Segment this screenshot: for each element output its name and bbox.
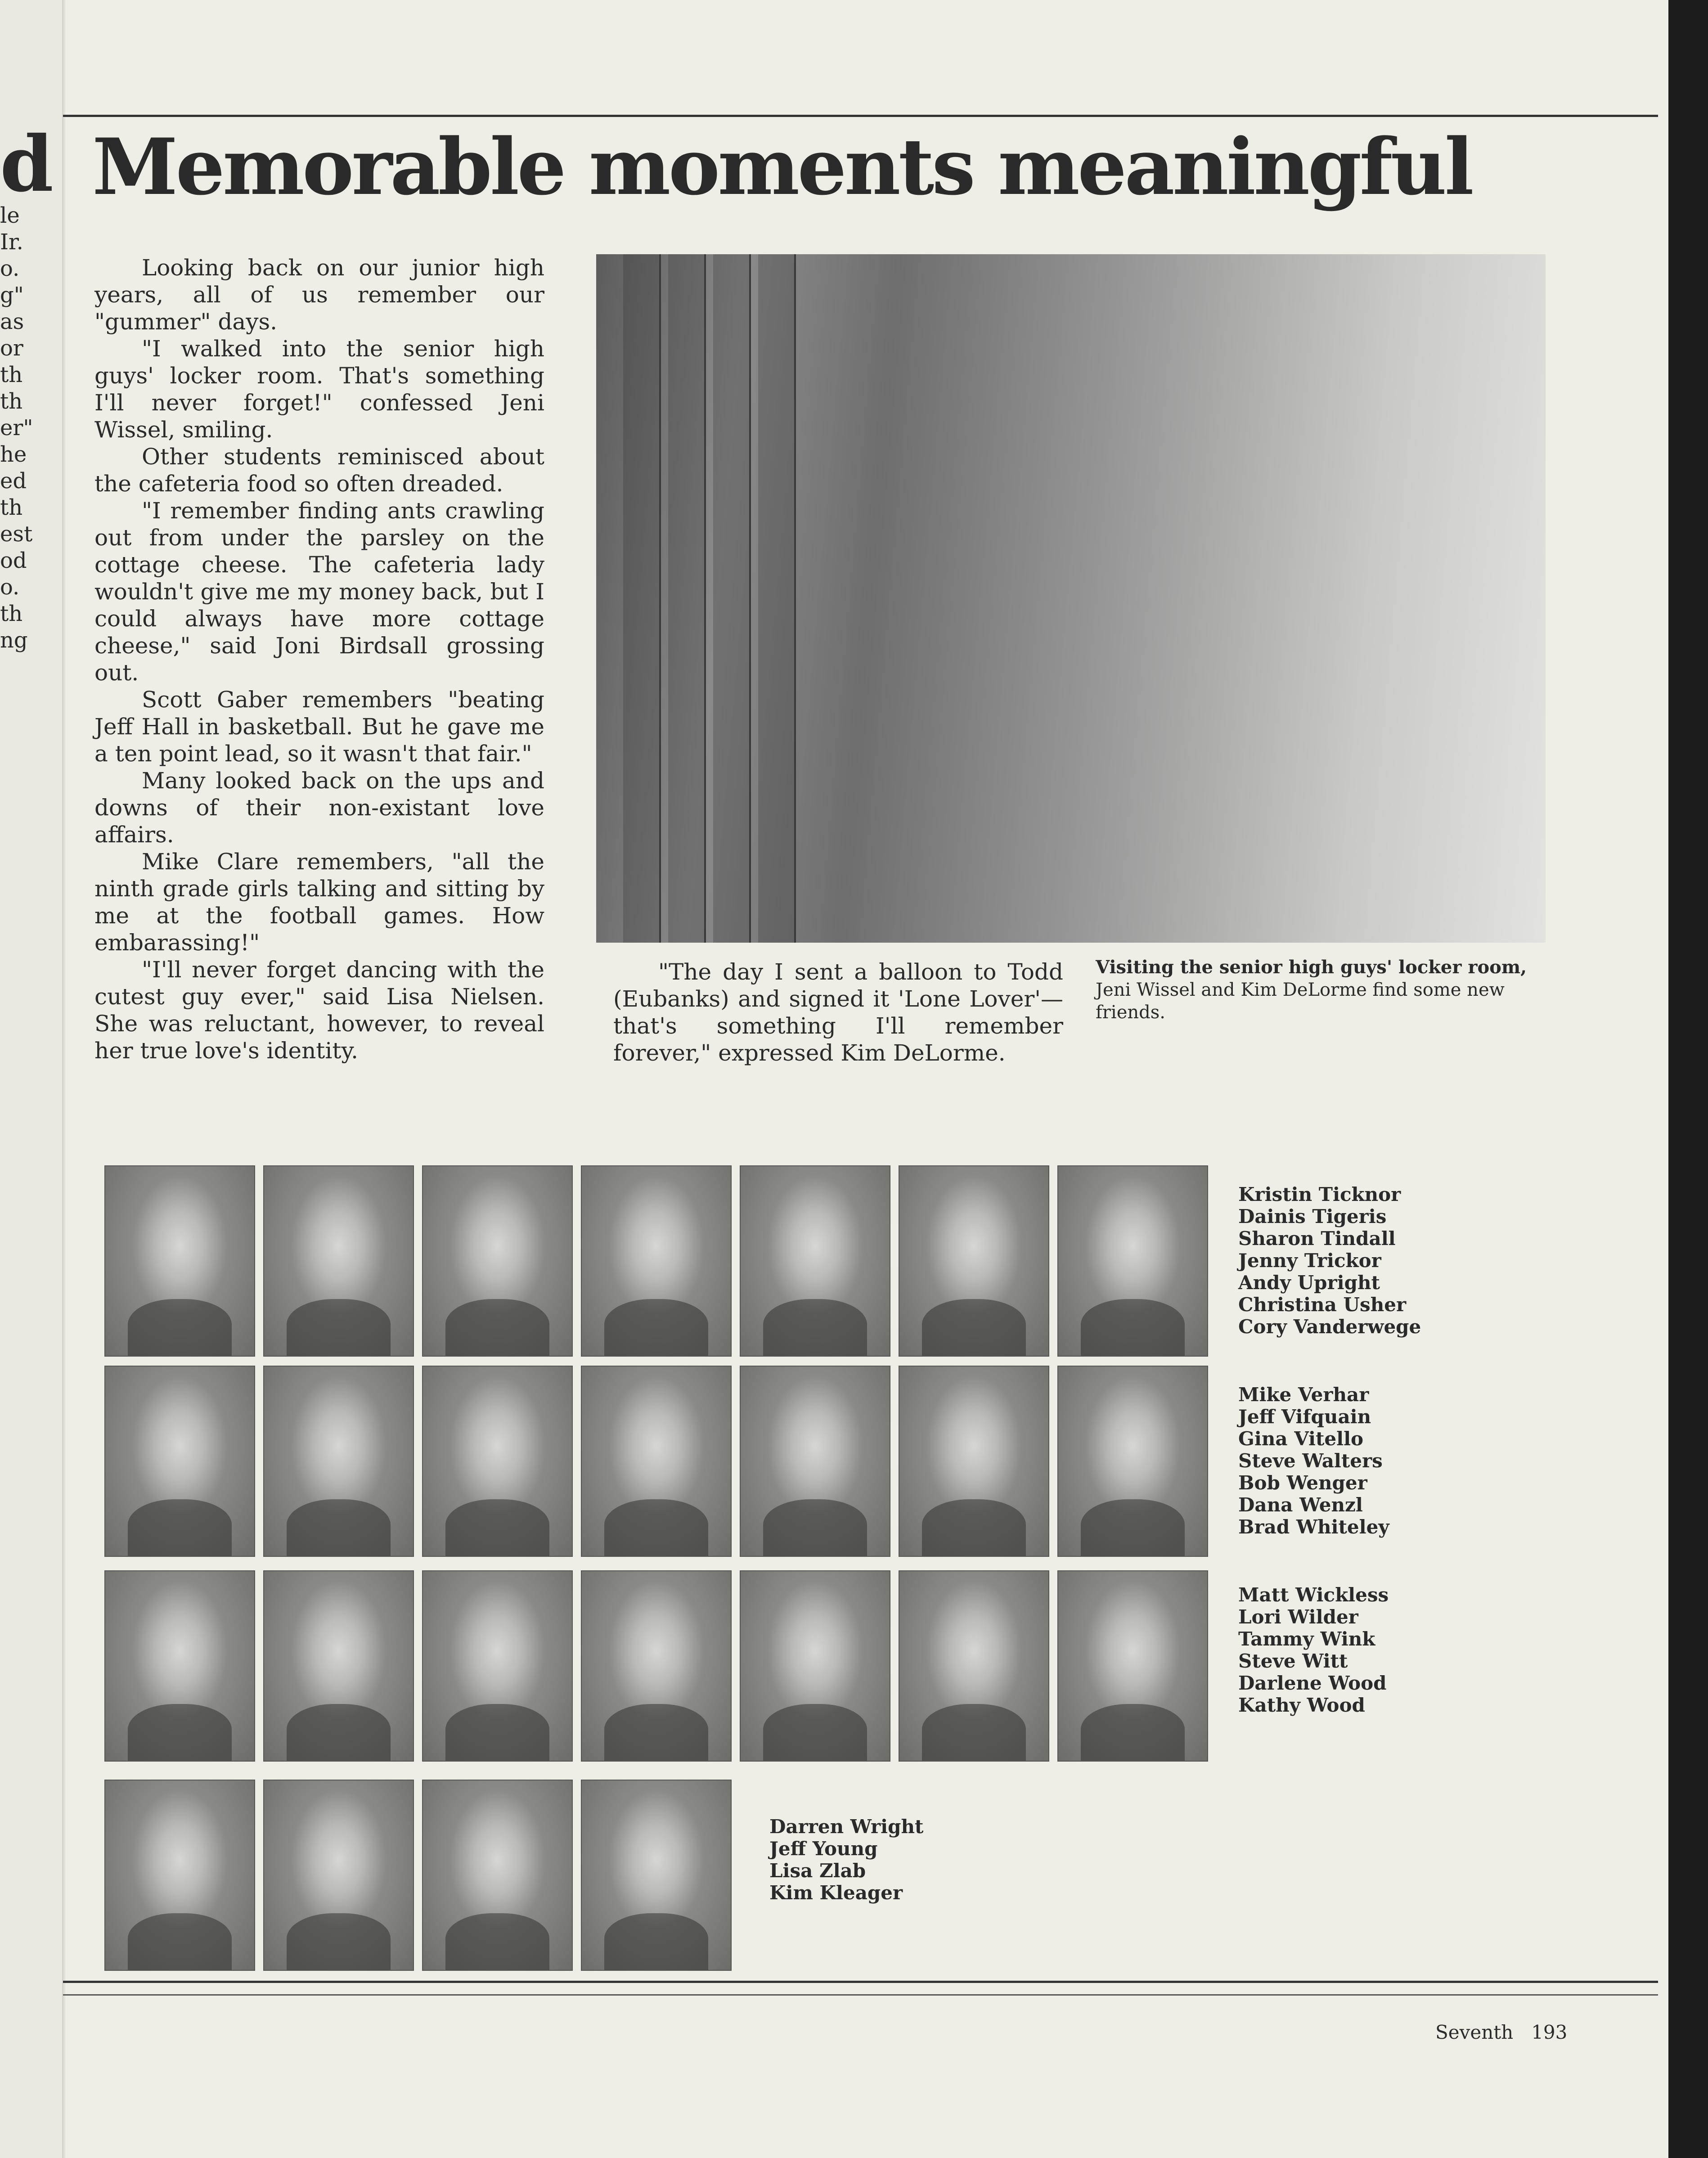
student-name: Andy Upright [1238,1272,1380,1294]
top-rule [63,115,1658,117]
student-name: Kathy Wood [1238,1694,1365,1716]
student-portrait [263,1165,414,1357]
student-name: Darren Wright [769,1816,924,1838]
feature-photo [596,254,1546,943]
student-name: Lori Wilder [1238,1606,1358,1628]
facing-text-lines [0,202,31,654]
student-portrait [1057,1366,1208,1557]
student-name: Jeff Vifquain [1238,1406,1371,1428]
student-portrait [740,1570,890,1762]
student-name: Darlene Wood [1238,1672,1387,1694]
article-paragraph: Looking back on our junior high years, all of us remember our "gummer" days. [94,255,544,335]
name-list-row-3 [1238,1584,1389,1716]
student-name: Cory Vanderwege [1238,1316,1421,1338]
article-column-2 [613,958,1063,1066]
student-portrait [899,1165,1049,1357]
locker [758,254,796,943]
bottom-rule-thin [63,1994,1658,1996]
student-name: Bob Wenger [1238,1472,1367,1494]
locker [713,254,751,943]
facing-text-line: ed [0,468,27,494]
student-name: Dainis Tigeris [1238,1205,1387,1227]
book-binding [1668,0,1708,2158]
student-portrait [740,1165,890,1357]
student-portrait [104,1165,255,1357]
article-paragraph: Other students reminisced about the cafeteria food so often dreaded. [94,444,544,497]
student-portrait [1057,1570,1208,1762]
student-name: Sharon Tindall [1238,1227,1396,1250]
page-gutter [62,0,67,2158]
facing-text-line: er" [0,415,33,441]
facing-text-line: th [0,601,23,626]
student-portrait [899,1366,1049,1557]
facing-text-line: he [0,442,27,467]
facing-text-line: ng [0,628,28,653]
article-paragraph: "I walked into the senior high guys' locker room. That's something I'll never forget!" confessed Jeni Wissel, smiling. [94,336,544,443]
student-name: Jenny Trickor [1238,1250,1381,1272]
student-name: Lisa Zlab [769,1860,866,1882]
locker [668,254,706,943]
student-portrait [581,1570,732,1762]
student-portrait [263,1780,414,1971]
article-paragraph: Scott Gaber remembers "beating Jeff Hall in basketball. But he gave me a ten point lead, so it wasn't that fair." [94,687,544,767]
student-portrait [740,1366,890,1557]
facing-text-line: th [0,389,23,414]
caption-lead: Visiting the senior high guys' locker room, [1096,957,1527,978]
facing-text-line: g" [0,283,24,308]
name-list-row-2 [1238,1384,1389,1538]
locker [623,254,661,943]
student-portrait [422,1366,573,1557]
facing-text-line: th [0,495,23,520]
facing-text-line: est [0,522,33,547]
student-portrait [1057,1165,1208,1357]
student-name: Steve Witt [1238,1650,1348,1672]
facing-text-line: o. [0,575,20,600]
student-portrait [104,1570,255,1762]
student-name: Matt Wickless [1238,1584,1389,1606]
name-list-row-4 [769,1816,923,1904]
student-portrait [104,1366,255,1557]
page-headline: Memorable moments meaningful [92,121,1472,212]
facing-text-line: od [0,548,27,573]
article-paragraph: "I'll never forget dancing with the cutest guy ever," said Lisa Nielsen. She was reluctant, however, to reveal her true love's identity. [94,957,544,1064]
bottom-rule [63,1981,1658,1983]
student-name: Gina Vitello [1238,1428,1364,1450]
student-portrait [263,1366,414,1557]
student-name: Steve Walters [1238,1450,1383,1472]
student-name: Jeff Young [769,1838,878,1860]
article-paragraph: "I remember finding ants crawling out from under the parsley on the cottage cheese. The cafeteria lady wouldn't give me my money back, but I could always have more cottage cheese," said Joni Birdsall grossing out. [94,498,544,686]
facing-text-line: le [0,203,20,228]
student-name: Kristin Ticknor [1238,1183,1401,1205]
facing-page-text-fragment [0,119,54,654]
student-name: Mike Verhar [1238,1384,1369,1406]
student-portrait [422,1570,573,1762]
student-name: Dana Wenzl [1238,1494,1363,1516]
article-paragraph: Many looked back on the ups and downs of their non-existant love affairs. [94,768,544,848]
facing-text-line: o. [0,256,20,281]
facing-text-line: Ir. [0,229,23,255]
student-name: Kim Kleager [769,1882,903,1904]
student-portrait [422,1165,573,1357]
photo-caption [1096,956,1555,1024]
facing-headline-letter: d [0,119,54,209]
student-name: Tammy Wink [1238,1628,1375,1650]
page-folio [1435,2021,1585,2043]
student-portrait [422,1780,573,1971]
article-paragraph: Mike Clare remembers, "all the ninth grade girls talking and sitting by me at the football games. How embarassing!" [94,849,544,956]
student-portrait [104,1780,255,1971]
caption-text: Jeni Wissel and Kim DeLorme find some new friends. [1096,980,1505,1023]
article-column-1 [94,254,544,1064]
folio-section: Seventh [1435,2021,1514,2043]
page-number: 193 [1531,2021,1568,2043]
student-portrait [899,1570,1049,1762]
student-portrait [581,1780,732,1971]
facing-text-line: as [0,309,24,334]
student-name: Brad Whiteley [1238,1516,1389,1538]
article-paragraph: "The day I sent a balloon to Todd (Eubanks) and signed it 'Lone Lover'—that's something I'll remember forever," expressed Kim DeLorme. [613,959,1063,1066]
student-portrait [263,1570,414,1762]
student-portrait [581,1165,732,1357]
facing-text-line: or [0,336,23,361]
student-name: Christina Usher [1238,1294,1407,1316]
student-portrait [581,1366,732,1557]
name-list-row-1 [1238,1183,1421,1338]
facing-text-line: th [0,362,23,387]
